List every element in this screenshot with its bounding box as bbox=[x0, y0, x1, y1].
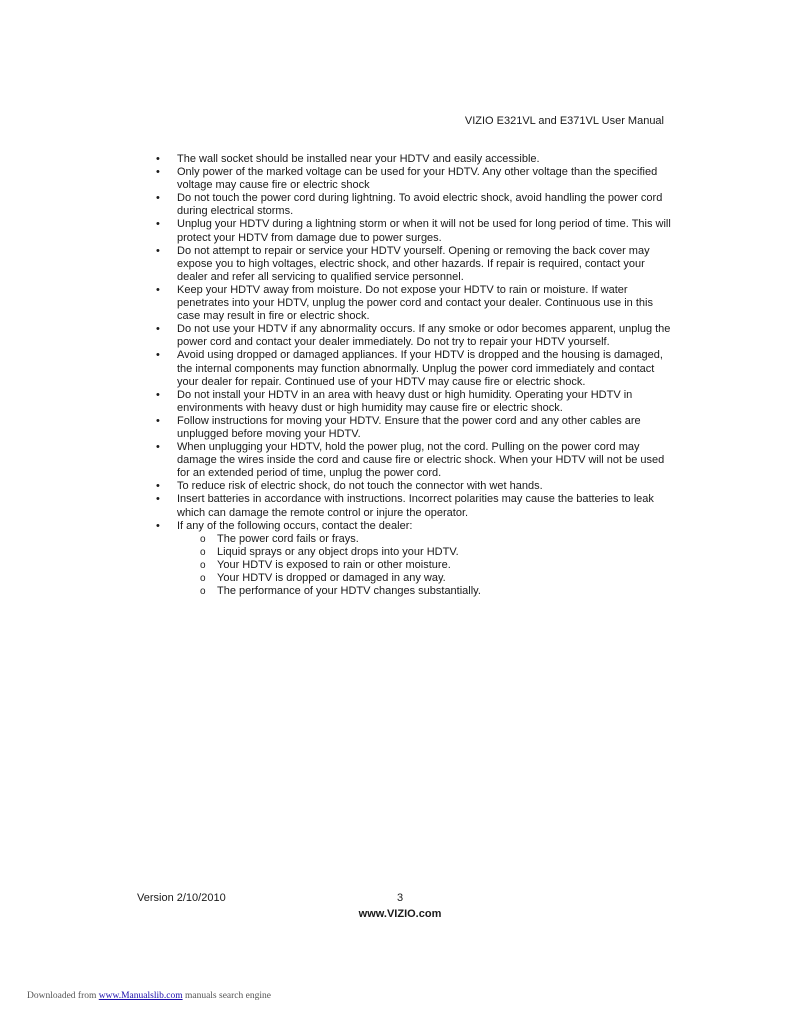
bullet-icon: • bbox=[156, 480, 160, 493]
sub-bullet-list bbox=[177, 533, 673, 598]
list-item: • Follow instructions for moving your HDTV. Ensure that the power cord and any other cables are unplugged before moving your HDTV. bbox=[156, 414, 641, 440]
page-number: 3 bbox=[397, 892, 404, 904]
sub-list-item: o Liquid sprays or any object drops into your HDTV. bbox=[200, 545, 459, 558]
list-item: • Unplug your HDTV during a lightning storm or when it will not be used for long period of time. This will protect your HDTV from damage due to power surges. bbox=[156, 218, 671, 244]
list-item: • Do not use your HDTV if any abnormality occurs. If any smoke or odor becomes apparent, unplug the power cord and contact your dealer immediately. Do not try to repair your HDTV yourself. bbox=[156, 323, 671, 349]
bullet-icon: • bbox=[156, 323, 160, 336]
circle-bullet-icon: o bbox=[200, 559, 206, 571]
bullet-icon: • bbox=[156, 519, 160, 532]
list-item: • Do not touch the power cord during lightning. To avoid electric shock, avoid handling the power cord during electrical storms. bbox=[156, 192, 663, 218]
list-item: • If any of the following occurs, contact the dealer: o The power cord fails or frays. o Liquid sprays or any object drops into your HDTV. o Your HDTV is exposed to rain or other moisture. o Your HDTV is dropped or damaged in any way. o The performance of your HDTV changes substantially. bbox=[153, 520, 673, 599]
bullet-icon: • bbox=[156, 349, 160, 362]
bullet-icon: • bbox=[156, 166, 160, 179]
circle-bullet-icon: o bbox=[200, 533, 206, 545]
list-item: • Avoid using dropped or damaged appliances. If your HDTV is dropped and the housing is damaged, the internal components may function abnormally. Unplug the power cord immediately and contact your dealer for repair. Continued use of your HDTV may cause fire or electric shock. bbox=[156, 349, 663, 388]
list-item: • Only power of the marked voltage can be used for your HDTV. Any other voltage than the specified voltage may cause fire or electric shock bbox=[156, 166, 658, 192]
list-item: • Insert batteries in accordance with instructions. Incorrect polarities may cause the batteries to leak which can damage the remote control or injure the operator. bbox=[156, 493, 654, 519]
bullet-icon: • bbox=[156, 441, 160, 454]
list-item: • When unplugging your HDTV, hold the power plug, not the cord. Pulling on the power cord may damage the wires inside the cord and cause fire or electric shock. When your HDTV will not be used for an extended period of time, unplug the power cord. bbox=[156, 441, 665, 480]
download-note-suffix: manuals search engine bbox=[182, 991, 271, 1001]
bullet-icon: • bbox=[156, 414, 160, 427]
download-note bbox=[27, 991, 271, 1001]
bullet-icon: • bbox=[156, 388, 160, 401]
circle-bullet-icon: o bbox=[200, 573, 206, 584]
bullet-icon: • bbox=[156, 192, 160, 205]
bullet-icon: • bbox=[156, 218, 160, 231]
sub-list-item: o Your HDTV is dropped or damaged in any way. bbox=[200, 572, 446, 584]
footer-version: Version 2/10/2010 bbox=[137, 892, 226, 904]
bullet-icon: • bbox=[156, 244, 160, 257]
sub-list-item: o Your HDTV is exposed to rain or other moisture. bbox=[200, 558, 451, 571]
sub-list-item: o The performance of your HDTV changes substantially. bbox=[200, 585, 481, 598]
list-item: • To reduce risk of electric shock, do not touch the connector with wet hands. bbox=[156, 480, 543, 493]
circle-bullet-icon: o bbox=[200, 586, 206, 598]
list-item: • The wall socket should be installed near your HDTV and easily accessible. bbox=[156, 153, 540, 165]
list-item: • Keep your HDTV away from moisture. Do not expose your HDTV to rain or moisture. If water penetrates into your HDTV, unplug the power cord and contact your dealer. Continuous use in this case may result in fire or electric shock. bbox=[156, 283, 653, 323]
download-note-prefix: Downloaded from bbox=[27, 991, 99, 1001]
bullet-icon: • bbox=[156, 493, 160, 506]
sub-list-item: o The power cord fails or frays. bbox=[200, 532, 359, 545]
list-item: • Do not install your HDTV in an area with heavy dust or high humidity. Operating your HDTV in environments with heavy dust or high humidity may cause fire or electric shock. bbox=[156, 388, 633, 414]
bullet-list bbox=[153, 153, 673, 598]
circle-bullet-icon: o bbox=[200, 546, 206, 558]
manualslib-link[interactable]: www.Manualslib.com bbox=[98, 991, 183, 1001]
page-header-title: VIZIO E321VL and E371VL User Manual bbox=[464, 115, 664, 127]
bullet-icon: • bbox=[156, 153, 160, 165]
footer-website: www.VIZIO.com bbox=[358, 908, 442, 920]
safety-instructions bbox=[153, 153, 673, 598]
list-item: • Do not attempt to repair or service your HDTV yourself. Opening or removing the back cover may expose you to high voltages, electric shock, and other hazards. If repair is required, contact your dealer and refer all servicing to qualified service personnel. bbox=[156, 244, 650, 283]
bullet-icon: • bbox=[156, 283, 160, 296]
